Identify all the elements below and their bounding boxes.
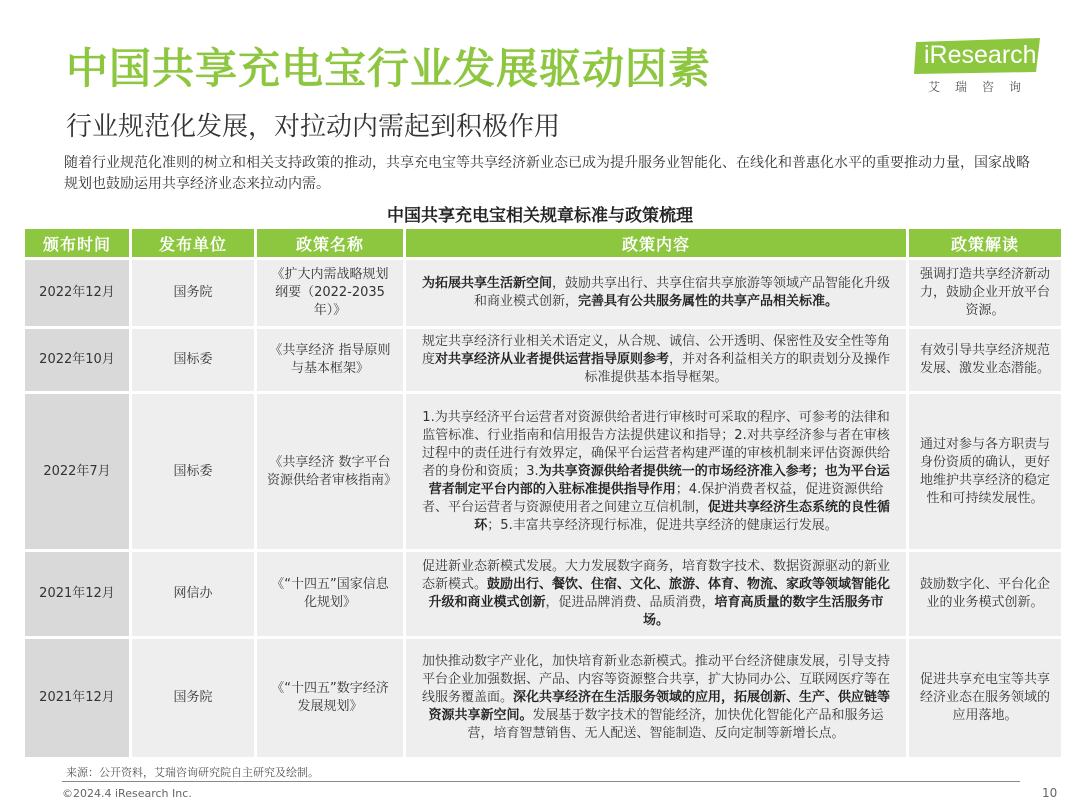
content-segment: 完善具有公共服务属性的共享产品相关标准。 xyxy=(578,294,839,309)
logo-wordmark: iResearch xyxy=(924,41,1037,69)
cell-interpretation: 鼓励数字化、平台化企业的业务模式创新。 xyxy=(909,552,1061,636)
iresearch-logo xyxy=(912,36,1052,98)
cell-unit: 国标委 xyxy=(132,394,254,549)
header-interpretation: 政策解读 xyxy=(909,229,1061,257)
cell-policy-content xyxy=(406,552,906,636)
page-number: 10 xyxy=(1042,786,1058,800)
cell-policy-content xyxy=(406,329,906,391)
content-segment: 对共享经济从业者提供运营指导原则参考 xyxy=(434,352,669,367)
policy-table xyxy=(22,226,1064,760)
cell-policy-name: 《“十四五”数字经济发展规划》 xyxy=(257,639,403,757)
content-segment: ，鼓励共享出行、共享住宿共享旅游等领域产品智能化升级和商业模式创新， xyxy=(473,276,891,309)
cell-policy-content xyxy=(406,260,906,326)
cell-date: 2021年12月 xyxy=(25,639,129,757)
header-policy-name: 政策名称 xyxy=(257,229,403,257)
content-segment: ，促进品牌消费、品质消费， xyxy=(545,595,715,610)
page-title: 中国共享充电宝行业发展驱动因素 xyxy=(66,44,712,93)
cell-date: 2022年12月 xyxy=(25,260,129,326)
cell-date: 2021年12月 xyxy=(25,552,129,636)
content-segment: 促进新业态新模式发展。大力发展数字商务，培育数字技术、数据资源驱动的新业态新模式。 xyxy=(421,559,890,592)
content-segment: ，并对各利益相关方的职责划分及操作标准提供基本指导框架。 xyxy=(584,352,891,385)
logo-subtitle: 艾瑞咨询 xyxy=(928,80,1037,94)
content-segment: 促进共享经济生态系统的良性循环 xyxy=(474,499,891,533)
cell-policy-name: 《扩大内需战略规划纲要（2022-2035年）》 xyxy=(257,260,403,326)
table-row xyxy=(25,552,1061,636)
cell-unit: 国务院 xyxy=(132,260,254,326)
content-segment: 1.为共享经济平台运营者对资源供给者进行审核时可采取的程序、可参考的法律和监管标准、行业指南和信用报告方法提供建议和指导；2.对共享经济参与者在审核过程中的责任进行有效界定，确保平台运营者构建严谨的审核机制来评估资源供给者的身份和资质；3. xyxy=(421,409,890,479)
intro-paragraph: 随着行业规范化准则的树立和相关支持政策的推动，共享充电宝等共享经济新业态已成为提升服务业智能化、在线化和普惠化水平的重要推动力量，国家战略规划也鼓励运用共享经济业态来拉动内需。 xyxy=(64,155,1030,192)
logo-badge xyxy=(912,36,1044,74)
cell-unit: 国标委 xyxy=(132,329,254,391)
cell-policy-content xyxy=(406,639,906,757)
table-row xyxy=(25,260,1061,326)
content-segment: 加快推动数字产业化，加快培育新业态新模式。推动平台经济健康发展，引导支持平台企业加强数据、产品、内容等资源整合共享，扩大协同办公、互联网医疗等在线服务覆盖面。 xyxy=(421,654,890,705)
cell-interpretation: 强调打造共享经济新动力，鼓励企业开放平台资源。 xyxy=(909,260,1061,326)
footer-divider xyxy=(62,781,1020,782)
table-header-row xyxy=(25,229,1061,257)
cell-policy-content xyxy=(406,394,906,549)
content-segment: 发展基于数字技术的智能经济，加快优化智能化产品和服务运营，培育智慧销售、无人配送、智能制造、反向定制等新增长点。 xyxy=(467,708,884,741)
table-row xyxy=(25,329,1061,391)
content-segment: 为拓展共享生活新空间 xyxy=(421,276,552,291)
cell-date: 2022年10月 xyxy=(25,329,129,391)
content-segment: ；4.保护消费者权益，促进资源供给者、平台运营者与资源使用者之间建立互信机制， xyxy=(421,481,884,515)
content-segment: 规定共享经济行业相关术语定义，从合规、诚信、公开透明、保密性及安全性等角度 xyxy=(421,334,890,367)
cell-unit: 国务院 xyxy=(132,639,254,757)
page-subtitle: 行业规范化发展，对拉动内需起到积极作用 xyxy=(66,112,561,142)
cell-date: 2022年7月 xyxy=(25,394,129,549)
source-note: 来源：公开资料，艾瑞咨询研究院自主研究及绘制。 xyxy=(66,766,319,779)
table-row xyxy=(25,394,1061,549)
content-segment: 鼓励出行、餐饮、住宿、文化、旅游、体育、物流、家政等领域智能化升级和商业模式创新 xyxy=(428,577,891,610)
cell-interpretation: 有效引导共享经济规范发展、激发业态潜能。 xyxy=(909,329,1061,391)
cell-interpretation: 促进共享充电宝等共享经济业态在服务领域的应用落地。 xyxy=(909,639,1061,757)
cell-policy-name: 《共享经济 数字平台资源供给者审核指南》 xyxy=(257,394,403,549)
table-row xyxy=(25,639,1061,757)
header-policy-content: 政策内容 xyxy=(406,229,906,257)
content-segment: 为共享资源供给者提供统一的市场经济准入参考；也为平台运营者制定平台内部的入驻标准提供指导作用 xyxy=(428,463,890,497)
copyright: ©2024.4 iResearch Inc. xyxy=(62,787,192,800)
cell-policy-name: 《“十四五”国家信息化规划》 xyxy=(257,552,403,636)
content-segment: ；5.丰富共享经济现行标准，促进共享经济的健康运行发展。 xyxy=(487,517,838,533)
cell-policy-name: 《共享经济 指导原则与基本框架》 xyxy=(257,329,403,391)
content-segment: 深化共享经济在生活服务领域的应用，拓展创新、生产、供应链等资源共享新空间。 xyxy=(428,690,891,723)
cell-interpretation: 通过对参与各方职责与身份资质的确认，更好地维护共享经济的稳定性和可持续发展性。 xyxy=(909,394,1061,549)
table-title: 中国共享充电宝相关规章标准与政策梳理 xyxy=(387,206,693,226)
header-date: 颁布时间 xyxy=(25,229,129,257)
header-unit: 发布单位 xyxy=(132,229,254,257)
content-segment: 培育高质量的数字生活服务市场。 xyxy=(642,595,884,628)
cell-unit: 网信办 xyxy=(132,552,254,636)
